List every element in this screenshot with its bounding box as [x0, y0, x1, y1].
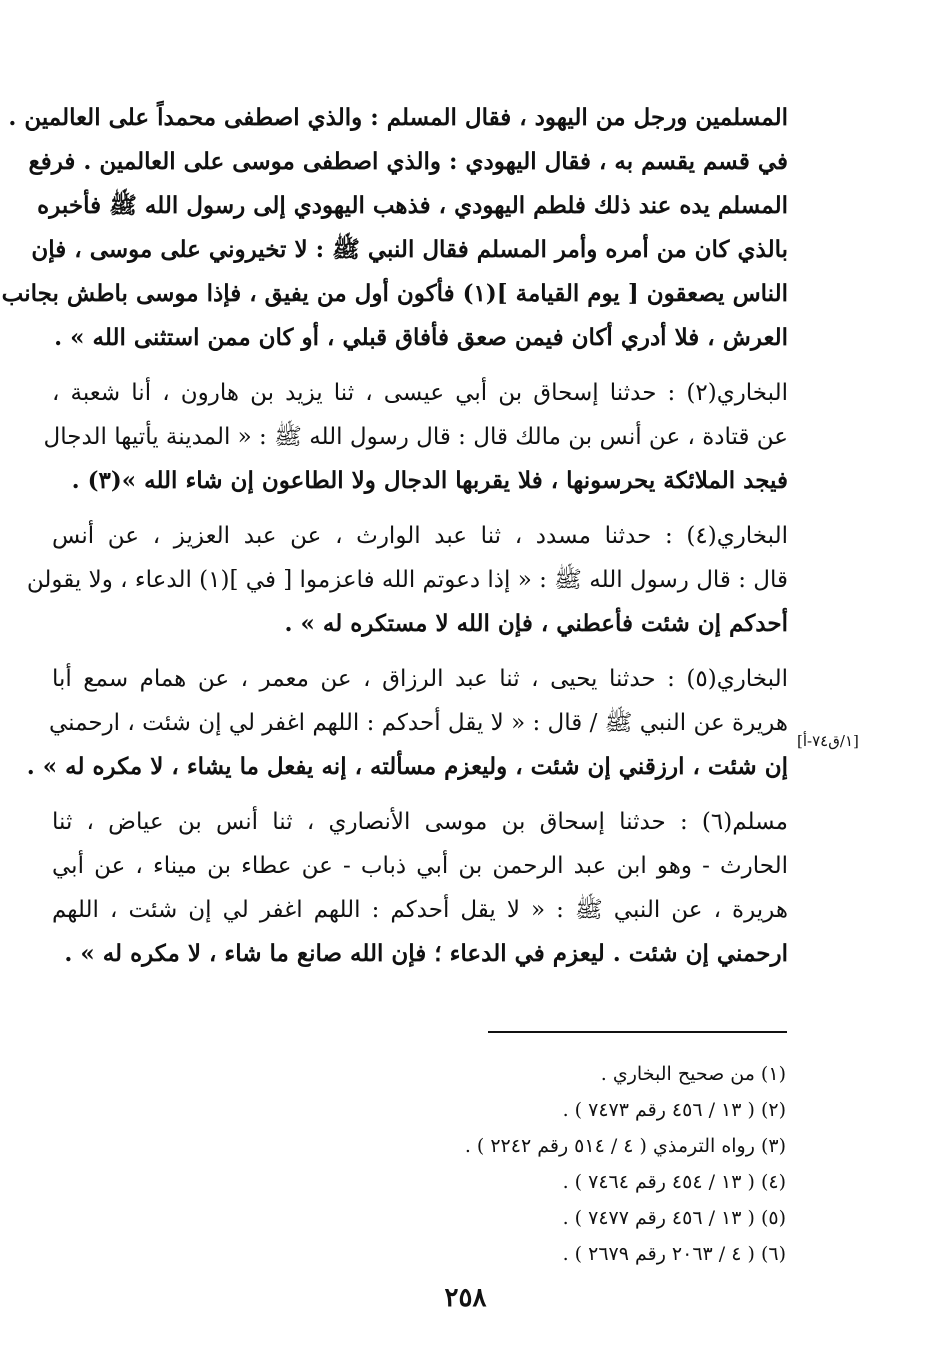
text-line: بالذي كان من أمره وأمر المسلم فقال النبي ﷺ : لا تخيروني على موسى ، فإن [31, 236, 788, 263]
text-line: البخاري(٥) : حدثنا يحيى ، ثنا عبد الرزاق ، عن معمر ، عن همام سمع أبا [52, 666, 788, 692]
paragraph-muslim-6 [52, 800, 788, 976]
footnotes [146, 1056, 786, 1272]
text-line: هريرة ، عن النبي ﷺ : « لا يقل أحدكم : اللهم اغفر لي إن شئت ، اللهم [52, 897, 788, 923]
text-line: الناس يصعقون [ يوم القيامة ](١) فأكون أول من يفيق ، فإذا موسى باطش بجانب [1, 280, 788, 307]
text-line: الحارث - وهو ابن عبد الرحمن بن أبي ذباب - عن عطاء بن ميناء ، عن أبي [52, 853, 788, 879]
text-line: البخاري(٤) : حدثنا مسدد ، ثنا عبد الوارث ، عن عبد العزيز ، عن أنس [52, 523, 788, 549]
footnote-item: (٤) ( ١٣ / ٤٥٤ رقم ٧٤٦٤ ) . [562, 1171, 786, 1193]
footnote-item: (٣) رواه الترمذي ( ٤ / ٥١٤ رقم ٢٢٤٢ ) . [464, 1135, 786, 1157]
text-line: ارحمني إن شئت . ليعزم في الدعاء ؛ فإن الله صانع ما شاء ، لا مكره له » . [64, 940, 788, 967]
footnote-item: (٦) ( ٤ / ٢٠٦٣ رقم ٢٦٧٩ ) . [562, 1243, 786, 1265]
text-line: أحدكم إن شئت فأعطني ، فإن الله لا مستكره له » . [284, 610, 788, 637]
text-line: البخاري(٢) : حدثنا إسحاق بن أبي عيسى ، ثنا يزيد بن هارون ، أنا شعبة ، [52, 380, 788, 406]
page-number: ٢٥٨ [444, 1283, 487, 1313]
text-line: إن شئت ، ارزقني إن شئت ، وليعزم مسألته ، إنه يفعل ما يشاء ، لا مكره له » . [26, 753, 788, 780]
footnote-item: (٢) ( ١٣ / ٤٥٦ رقم ٧٤٧٣ ) . [562, 1099, 786, 1121]
text-line: فيجد الملائكة يحرسونها ، فلا يقربها الدجال ولا الطاعون إن شاء الله »(٣) . [71, 467, 788, 494]
main-text [1, 96, 788, 987]
paragraph-hadith-1 [1, 96, 788, 360]
paragraph-bukhari-4 [26, 514, 788, 646]
text-line: المسلم يده عند ذلك فلطم اليهودي ، فذهب اليهودي إلى رسول الله ﷺ فأخبره [37, 192, 788, 219]
footnote-item: (١) من صحيح البخاري . [600, 1063, 786, 1085]
text-line: العرش ، فلا أدري أكان فيمن صعق فأفاق قبلي ، أو كان ممن استثنى الله » . [54, 324, 788, 351]
paragraph-bukhari-2 [43, 371, 788, 503]
footnote-divider [488, 1031, 787, 1033]
text-line: عن قتادة ، عن أنس بن مالك قال : قال رسول الله ﷺ : « المدينة يأتيها الدجال [43, 424, 788, 450]
text-line: المسلمين ورجل من اليهود ، فقال المسلم : والذي اصطفى محمداً على العالمين . [8, 104, 788, 131]
footnote-item: (٥) ( ١٣ / ٤٥٦ رقم ٧٤٧٧ ) . [562, 1207, 786, 1229]
paragraph-bukhari-5 [26, 657, 788, 789]
text-line: قال : قال رسول الله ﷺ : « إذا دعوتم الله فاعزموا [ في ](١) الدعاء ، ولا يقولن [26, 567, 788, 593]
text-line: هريرة عن النبي ﷺ / قال : « لا يقل أحدكم : اللهم اغفر لي إن شئت ، ارحمني [48, 710, 788, 736]
text-line: في قسم يقسم به ، فقال اليهودي : والذي اصطفى موسى على العالمين . فرفع [28, 148, 788, 175]
text-line: مسلم(٦) : حدثنا إسحاق بن موسى الأنصاري ، ثنا أنس بن عياض ، ثنا [52, 809, 788, 835]
manuscript-folio-note: [١/ق٧٤-أ] [797, 732, 859, 750]
